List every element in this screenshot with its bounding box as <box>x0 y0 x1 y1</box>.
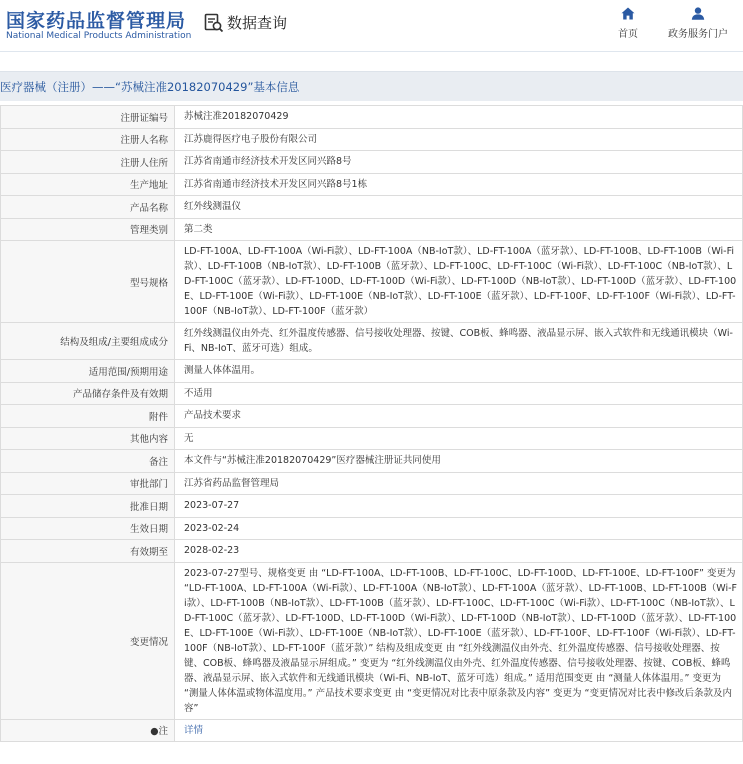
field-label: 型号规格 <box>1 241 175 323</box>
table-row <box>1 450 743 473</box>
table-row <box>1 218 743 241</box>
data-query-title: 数据查询 <box>227 14 288 32</box>
detail-table <box>0 105 743 742</box>
table-row <box>1 241 743 323</box>
field-label: 适用范围/预期用途 <box>1 360 175 383</box>
field-label: 产品名称 <box>1 196 175 219</box>
field-label: 管理类别 <box>1 218 175 241</box>
field-value: 2023-07-27型号、规格变更 由 “LD-FT-100A、LD-FT-100B、LD-FT-100C、LD-FT-100D、LD-FT-100E、LD-FT-100F” 变更为 “LD-FT-100A、LD-FT-100A（Wi-Fi款）、LD-FT-100A（NB-IoT款）、LD-FT-100A（蓝牙款）、LD-FT-100B、LD-FT-100B（Wi-Fi款）、LD-FT-100B（NB-IoT款）、LD-FT-100B（蓝牙款）、LD-FT-100C、LD-FT-100C（Wi-Fi款）、LD-FT-100C（NB-IoT款）、LD-FT-100C（蓝牙款）、LD-FT-100D、LD-FT-100D（Wi-Fi款）、LD-FT-100D（NB-IoT款）、LD-FT-100D（蓝牙款）、LD-FT-100E、LD-FT-100E（Wi-Fi款）、LD-FT-100E（NB-IoT款）、LD-FT-100E（蓝牙款）、LD-FT-100F、LD-FT-100F（Wi-Fi款）、LD-FT-100F（NB-IoT款）、LD-FT-100F（蓝牙款）” 结构及组成变更 由 “红外线测温仪由外壳、红外温度传感器、信号接收处理器、按键、COB板、蜂鸣器及液晶显示屏组成。” 变更为 “红外线测温仪由外壳、红外温度传感器、信号接收处理器、按键、COB板、蜂鸣器、液晶显示屏、嵌入式软件和无线通讯模块（Wi-Fi、NB-IoT、蓝牙可选）组成。” 适用范围变更 由 “测量人体体温用。” 变更为 “测量人体体温或物体温度用。” 产品技术要求变更 由 “变更情况对比表中原条款及内容” 变更为 “变更情况对比表中修改后条款及内容” <box>175 562 743 719</box>
site-header <box>0 0 743 52</box>
user-icon <box>691 7 705 20</box>
field-label: 结构及组成/主要组成成分 <box>1 323 175 360</box>
field-label: 注册人住所 <box>1 151 175 174</box>
field-label: 注册证编号 <box>1 106 175 129</box>
table-row <box>1 382 743 405</box>
home-icon <box>621 7 635 20</box>
field-value: 苏械注准20182070429 <box>175 106 743 129</box>
table-row <box>1 472 743 495</box>
field-label: 有效期至 <box>1 540 175 563</box>
field-value: 产品技术要求 <box>175 405 743 428</box>
field-value: 不适用 <box>175 382 743 405</box>
record-title: 医疗器械（注册）——“苏械注准20182070429”基本信息 <box>0 80 300 94</box>
field-value: 2028-02-23 <box>175 540 743 563</box>
field-label: 审批部门 <box>1 472 175 495</box>
logo-title[interactable]: 国家药品监督管理局 <box>6 10 187 32</box>
nav-home-label: 首页 <box>618 29 638 40</box>
field-value: 红外线测温仪 <box>175 196 743 219</box>
field-value <box>175 719 743 741</box>
field-label: 生产地址 <box>1 173 175 196</box>
field-label: 产品储存条件及有效期 <box>1 382 175 405</box>
field-label: 备注 <box>1 450 175 473</box>
field-value: 本文件与“苏械注准20182070429”医疗器械注册证共同使用 <box>175 450 743 473</box>
details-link[interactable]: 详情 <box>184 724 204 736</box>
field-label: 变更情况 <box>1 562 175 719</box>
record-title-banner <box>0 71 743 101</box>
field-label: 附件 <box>1 405 175 428</box>
field-value: 第二类 <box>175 218 743 241</box>
nav-government-portal-label: 政务服务门户 <box>668 29 728 40</box>
field-label: 批准日期 <box>1 495 175 518</box>
table-row <box>1 323 743 360</box>
logo-subtitle: National Medical Products Administration <box>6 31 192 41</box>
field-value: 无 <box>175 427 743 450</box>
table-row <box>1 196 743 219</box>
field-value: 测量人体体温用。 <box>175 360 743 383</box>
field-value: 江苏省南通市经济技术开发区同兴路8号 <box>175 151 743 174</box>
field-value: 江苏省药品监督管理局 <box>175 472 743 495</box>
nav-home[interactable] <box>618 7 638 40</box>
table-row <box>1 719 743 741</box>
table-row <box>1 360 743 383</box>
table-row <box>1 106 743 129</box>
field-label: 其他内容 <box>1 427 175 450</box>
field-value: LD-FT-100A、LD-FT-100A（Wi-Fi款）、LD-FT-100A（NB-IoT款）、LD-FT-100A（蓝牙款）、LD-FT-100B、LD-FT-100B（Wi-Fi款）、LD-FT-100B（NB-IoT款）、LD-FT-100B（蓝牙款）、LD-FT-100C、LD-FT-100C（Wi-Fi款）、LD-FT-100C（NB-IoT款）、LD-FT-100C（蓝牙款）、LD-FT-100D、LD-FT-100D（Wi-Fi款）、LD-FT-100D（NB-IoT款）、LD-FT-100D（蓝牙款）、LD-FT-100E、LD-FT-100E（Wi-Fi款）、LD-FT-100E（NB-IoT款）、LD-FT-100E（蓝牙款）、LD-FT-100F、LD-FT-100F（Wi-Fi款）、LD-FT-100F（NB-IoT款）、LD-FT-100F（蓝牙款） <box>175 241 743 323</box>
table-row <box>1 540 743 563</box>
data-query-icon <box>204 13 224 33</box>
table-row <box>1 173 743 196</box>
table-row <box>1 405 743 428</box>
table-row <box>1 128 743 151</box>
field-value: 江苏鹿得医疗电子股份有限公司 <box>175 128 743 151</box>
table-row <box>1 495 743 518</box>
table-row <box>1 562 743 719</box>
field-value: 2023-02-24 <box>175 517 743 540</box>
nav-government-portal[interactable] <box>668 7 728 40</box>
table-row <box>1 151 743 174</box>
table-row <box>1 517 743 540</box>
field-value: 红外线测温仪由外壳、红外温度传感器、信号接收处理器、按键、COB板、蜂鸣器、液晶显示屏、嵌入式软件和无线通讯模块（Wi-Fi、NB-IoT、蓝牙可选）组成。 <box>175 323 743 360</box>
field-value: 2023-07-27 <box>175 495 743 518</box>
field-label: ●注 <box>1 719 175 741</box>
field-label: 注册人名称 <box>1 128 175 151</box>
field-label: 生效日期 <box>1 517 175 540</box>
table-row <box>1 427 743 450</box>
data-query-heading <box>204 12 287 33</box>
field-value: 江苏省南通市经济技术开发区同兴路8号1栋 <box>175 173 743 196</box>
